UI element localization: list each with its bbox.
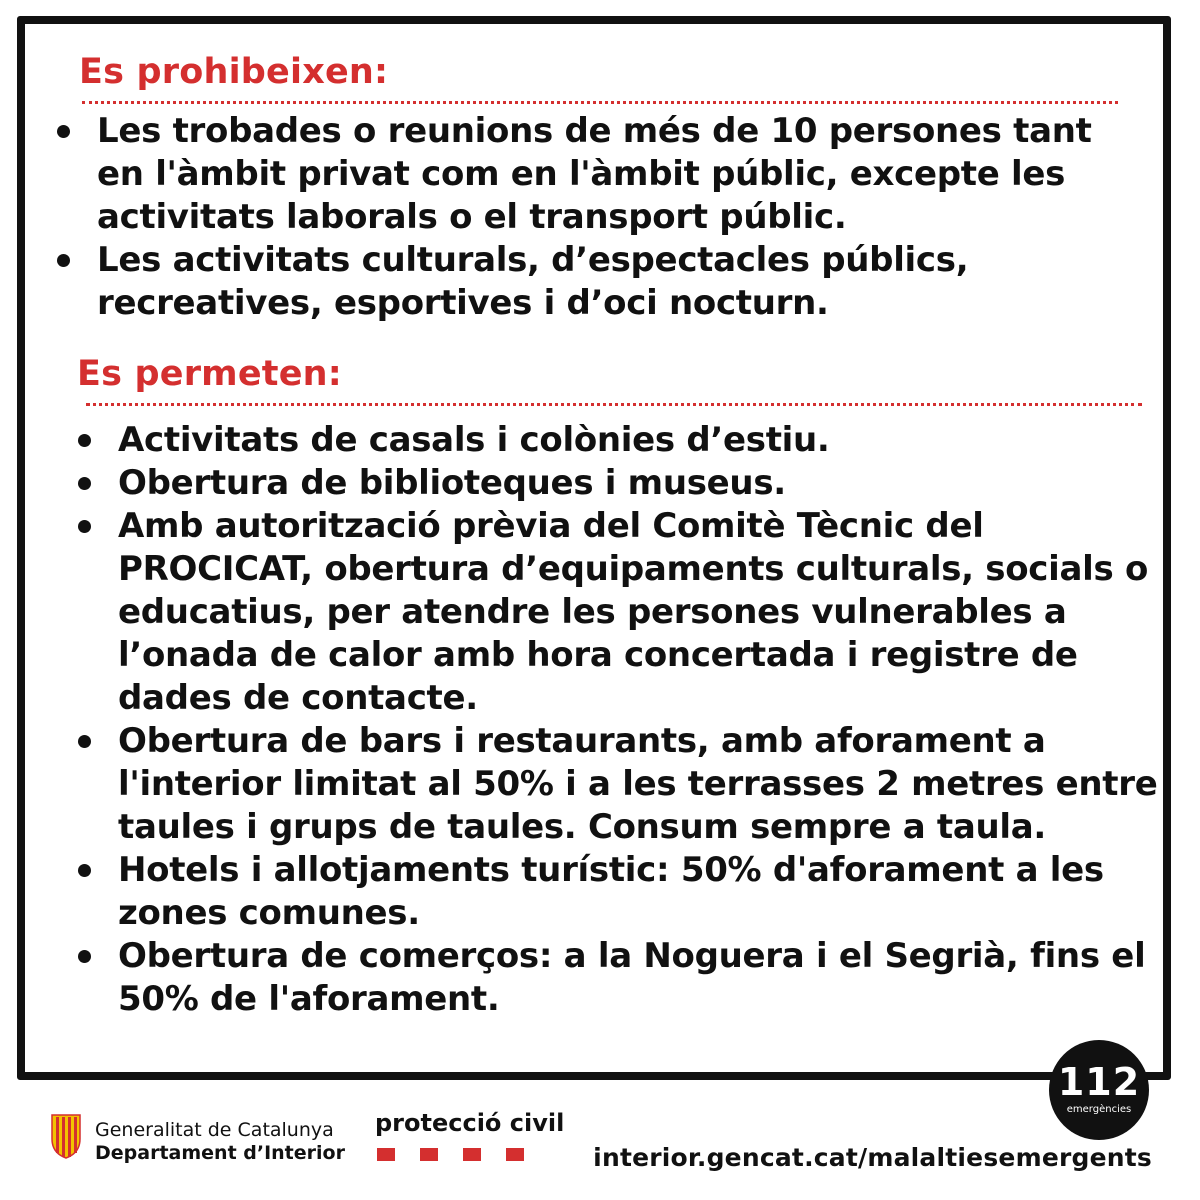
allowed-list — [78, 419, 1158, 1021]
bullet-icon — [78, 477, 91, 490]
proteccio-civil-logo-text: protecció civil — [375, 1109, 565, 1137]
list-item: Obertura de comerços: a la Noguera i el Segrià, fins el 50% de l'aforament. — [78, 935, 1158, 1021]
bullet-icon — [78, 520, 91, 533]
emergency-112-badge — [1049, 1040, 1149, 1140]
bullet-icon — [78, 434, 91, 447]
list-item: Obertura de bars i restaurants, amb aforament a l'interior limitat al 50% i a les terrasses 2 metres entre taules i grups de taules. Consum sempre a taula. — [78, 720, 1158, 849]
bullet-icon — [57, 125, 70, 138]
list-item: Les trobades o reunions de més de 10 persones tant en l'àmbit privat com en l'àmbit públic, excepte les activitats laborals o el transport públic. — [57, 110, 1137, 239]
prohibited-list — [57, 110, 1137, 325]
list-item: Les activitats culturals, d’espectacles públics, recreatives, esportives i d’oci nocturn. — [57, 239, 1137, 325]
bullet-icon — [78, 735, 91, 748]
gencat-logo-icon — [50, 1113, 82, 1159]
badge-label: emergències — [1066, 1104, 1132, 1115]
website-url: interior.gencat.cat/malaltiesemergents — [593, 1143, 1152, 1172]
list-item: Amb autorització prèvia del Comitè Tècnic del PROCICAT, obertura d’equipaments culturals, socials o educatius, per atendre les persones vulnerables a l’onada de calor amb hora concertada i registre de dades de contacte. — [78, 505, 1158, 720]
bullet-icon — [78, 950, 91, 963]
department-name: Departament d’Interior — [95, 1142, 345, 1164]
allowed-heading: Es permeten: — [77, 354, 342, 394]
gencat-name: Generalitat de Catalunya — [95, 1119, 334, 1141]
list-item: Obertura de biblioteques i museus. — [78, 462, 1158, 505]
badge-number: 112 — [1057, 1060, 1141, 1104]
bullet-icon — [57, 254, 70, 267]
prohibited-divider — [82, 101, 1118, 104]
prohibited-heading: Es prohibeixen: — [79, 52, 389, 92]
allowed-divider — [86, 403, 1142, 406]
list-item: Activitats de casals i colònies d’estiu. — [78, 419, 1158, 462]
list-item: Hotels i allotjaments turístic: 50% d'aforament a les zones comunes. — [78, 849, 1158, 935]
bullet-icon — [78, 864, 91, 877]
proteccio-civil-squares-icon — [377, 1148, 524, 1161]
